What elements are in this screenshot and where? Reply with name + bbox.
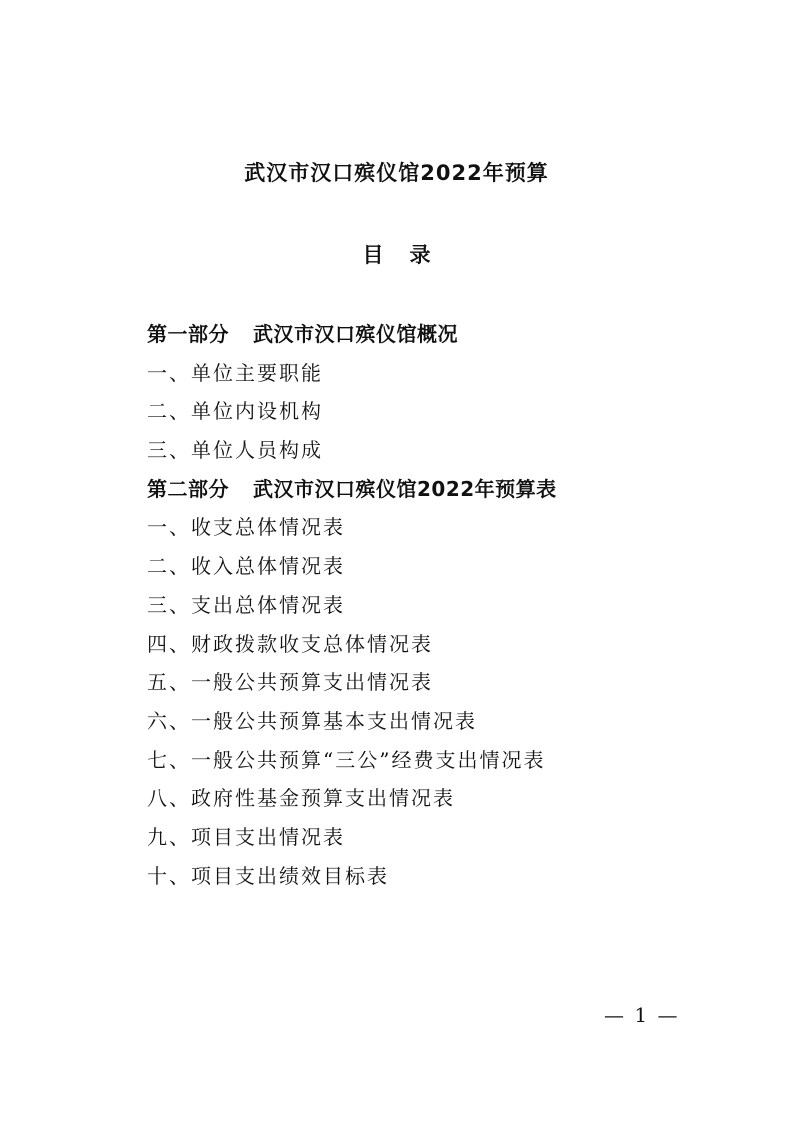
toc-item[interactable]: 四、财政拨款收支总体情况表 [147,631,433,656]
toc-part-2-label: 第二部分 [147,476,229,501]
toc-item[interactable]: 五、一般公共预算支出情况表 [147,670,433,695]
toc-item[interactable]: 二、单位内设机构 [147,399,323,424]
toc-item[interactable]: 八、政府性基金预算支出情况表 [147,786,455,811]
toc-heading: 目录 [362,243,457,267]
table-of-contents [147,317,707,897]
toc-part-1-title: 武汉市汉口殡仪馆概况 [253,322,458,346]
toc-item[interactable]: 三、单位人员构成 [147,438,323,463]
toc-part-2-title: 武汉市汉口殡仪馆2022年预算表 [253,476,557,501]
toc-part-1[interactable] [147,317,707,356]
toc-part-2[interactable] [147,472,707,511]
toc-part-1-label: 第一部分 [147,322,229,346]
toc-item[interactable]: 十、项目支出绩效目标表 [147,863,389,888]
toc-item[interactable]: 一、收支总体情况表 [147,515,345,540]
toc-item[interactable]: 九、项目支出情况表 [147,824,345,849]
toc-item[interactable]: 三、支出总体情况表 [147,592,345,617]
page-number: — 1 — [604,1003,680,1027]
toc-item[interactable]: 七、一般公共预算“三公”经费支出情况表 [147,747,546,772]
toc-item[interactable]: 六、一般公共预算基本支出情况表 [147,708,477,733]
document-title: 武汉市汉口殡仪馆2022年预算 [244,161,549,185]
toc-item[interactable]: 二、收入总体情况表 [147,554,345,579]
toc-item[interactable]: 一、单位主要职能 [147,360,323,385]
